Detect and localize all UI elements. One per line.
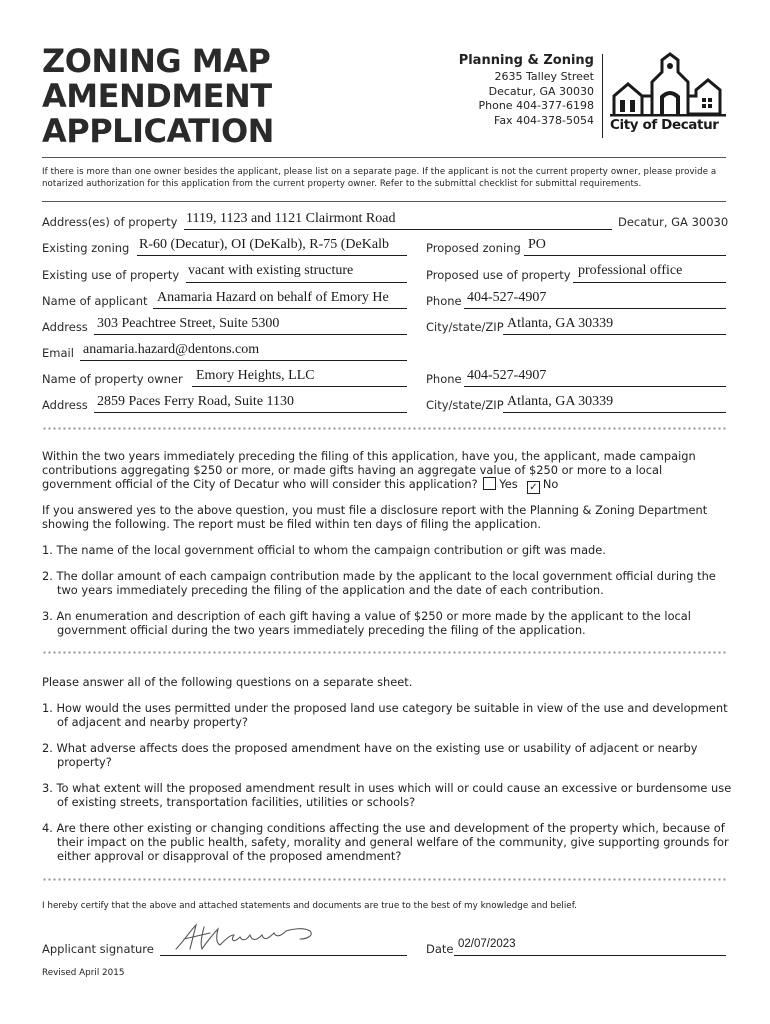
property-address-label: Address(es) of property <box>42 215 178 229</box>
proposed-use-underline <box>573 282 726 283</box>
disclosure-item: 1. The name of the local government official to whom the campaign contribution or gift was made. <box>42 543 606 557</box>
owner-phone-label: Phone <box>426 372 462 386</box>
department-city: Decatur, GA 30030 <box>488 84 594 98</box>
existing-zoning-label: Existing zoning <box>42 241 130 255</box>
owner-name-field[interactable]: Emory Heights, LLC <box>196 368 315 383</box>
date-label: Date <box>426 942 454 956</box>
proposed-use-field[interactable]: professional office <box>578 263 683 278</box>
applicant-phone-field[interactable]: 404-527-4907 <box>467 290 547 305</box>
department-street: 2635 Talley Street <box>494 70 594 83</box>
existing-zoning-field[interactable]: R-60 (Decatur), OI (DeKalb), R-75 (DeKalb <box>139 237 389 252</box>
disclosure-item: 3. An enumeration and description of each gift having a value of $250 or more made by the applicant to the local government official during the two years immediately preceding the filing of the application. <box>42 609 691 637</box>
department-fax: Fax 404-378-5054 <box>494 113 594 127</box>
disclosure-question <box>42 449 732 494</box>
dotted-separator <box>42 427 726 430</box>
owner-csz-field[interactable]: Atlanta, GA 30339 <box>507 394 614 409</box>
owner-csz-label: City/state/ZIP <box>426 398 504 412</box>
header-divider <box>602 54 603 138</box>
yes-label: Yes <box>499 477 518 491</box>
proposed-zoning-underline <box>524 255 726 256</box>
owner-csz-underline <box>503 412 726 413</box>
question-item: 2. What adverse affects does the proposed amendment have on the existing use or usability of adjacent or nearby property? <box>42 741 698 769</box>
date-underline <box>454 955 726 956</box>
owner-phone-underline <box>464 386 726 387</box>
signature-label: Applicant signature <box>42 942 154 956</box>
disclosure-item: 2. The dollar amount of each campaign contribution made by the applicant to the local government official during the two years immediately preceding the filing of the application and the date of each contribution. <box>42 569 716 597</box>
applicant-phone-label: Phone <box>426 294 462 308</box>
dotted-separator <box>42 878 726 881</box>
applicant-name-underline <box>153 308 407 309</box>
title-line: ZONING MAP <box>42 42 271 80</box>
property-address-underline <box>184 229 612 230</box>
certification-statement: I hereby certify that the above and attached statements and documents are true to the best of my knowledge and belief. <box>42 901 577 911</box>
applicant-address-field[interactable]: 303 Peachtree Street, Suite 5300 <box>97 316 280 331</box>
title-line: AMENDMENT <box>42 77 272 115</box>
question-item: 4. Are there other existing or changing conditions affecting the use and development of the property which, because of their impact on the public health, safety, morality and general welfare of the community, give supporting grounds for either approval or disapproval of the proposed amendment? <box>42 821 729 863</box>
proposed-zoning-label: Proposed zoning <box>426 241 521 255</box>
revision-note: Revised April 2015 <box>42 968 125 978</box>
applicant-csz-underline <box>503 334 726 335</box>
disclosure-question-text: Within the two years immediately preceding the filing of this application, have you, the applicant, made campaign contributions aggregating $250 or more, or made gifts having an aggregate value of $250 or more to a local government official of the City of Decatur who will consider this application? <box>42 449 696 491</box>
dotted-separator <box>42 651 726 654</box>
form-title <box>42 44 342 149</box>
header-rule <box>42 157 726 158</box>
intro-instructions: If there is more than one owner besides the applicant, please list on a separate page. If the applicant is not the current property owner, please provide a notarized authorization for this application from the current property owner. Refer to the submittal checklist for submittal requirements. <box>42 167 717 189</box>
date-field[interactable]: 02/07/2023 <box>458 938 516 950</box>
proposed-use-label: Proposed use of property <box>426 268 571 282</box>
existing-use-label: Existing use of property <box>42 268 180 282</box>
existing-use-underline <box>186 282 407 283</box>
question-item: 3. To what extent will the proposed amendment result in uses which will or could cause an excessive or burdensome use of existing streets, transportation facilities, utilities or schools? <box>42 781 732 809</box>
no-checkbox[interactable]: ✓ <box>527 481 540 494</box>
disclosure-followup: If you answered yes to the above question, you must file a disclosure report with the Planning & Zoning Department showing the following. The report must be filed within ten days of filing the application. <box>42 503 708 531</box>
email-label: Email <box>42 346 74 360</box>
property-address-field[interactable]: 1119, 1123 and 1121 Clairmont Road <box>186 211 396 226</box>
questions-intro: Please answer all of the following questions on a separate sheet. <box>42 675 413 689</box>
no-label: No <box>542 477 559 491</box>
question-item: 1. How would the uses permitted under the proposed land use category be suitable in view of the use and development of adjacent and nearby property? <box>42 701 728 729</box>
owner-address-underline <box>94 412 407 413</box>
proposed-zoning-field[interactable]: PO <box>528 237 546 252</box>
intro-rule <box>42 201 726 202</box>
owner-address-label: Address <box>42 398 88 412</box>
department-contact <box>459 52 594 128</box>
applicant-name-field[interactable]: Anamaria Hazard on behalf of Emory He <box>157 290 389 305</box>
owner-address-field[interactable]: 2859 Paces Ferry Road, Suite 1130 <box>97 394 295 409</box>
email-underline <box>80 360 407 361</box>
applicant-signature-image[interactable] <box>170 919 330 955</box>
existing-zoning-underline <box>137 255 407 256</box>
owner-phone-field[interactable]: 404-527-4907 <box>467 368 547 383</box>
applicant-name-label: Name of applicant <box>42 294 148 308</box>
department-name: Planning & Zoning <box>458 53 594 68</box>
existing-use-field[interactable]: vacant with existing structure <box>188 263 354 278</box>
yes-checkbox[interactable] <box>483 477 496 490</box>
department-phone: Phone 404-377-6198 <box>478 99 594 112</box>
applicant-phone-underline <box>464 308 726 309</box>
property-address-suffix: Decatur, GA 30030 <box>618 215 729 229</box>
applicant-csz-label: City/state/ZIP <box>426 320 504 334</box>
owner-name-label: Name of property owner <box>42 372 183 386</box>
applicant-csz-field[interactable]: Atlanta, GA 30339 <box>507 316 614 331</box>
logo-wordmark: City of Decatur <box>610 117 719 133</box>
applicant-address-label: Address <box>42 320 88 334</box>
signature-underline <box>160 955 407 956</box>
owner-name-underline <box>192 386 407 387</box>
applicant-address-underline <box>94 334 407 335</box>
title-line: APPLICATION <box>42 112 274 150</box>
email-field[interactable]: anamaria.hazard@dentons.com <box>83 342 260 357</box>
